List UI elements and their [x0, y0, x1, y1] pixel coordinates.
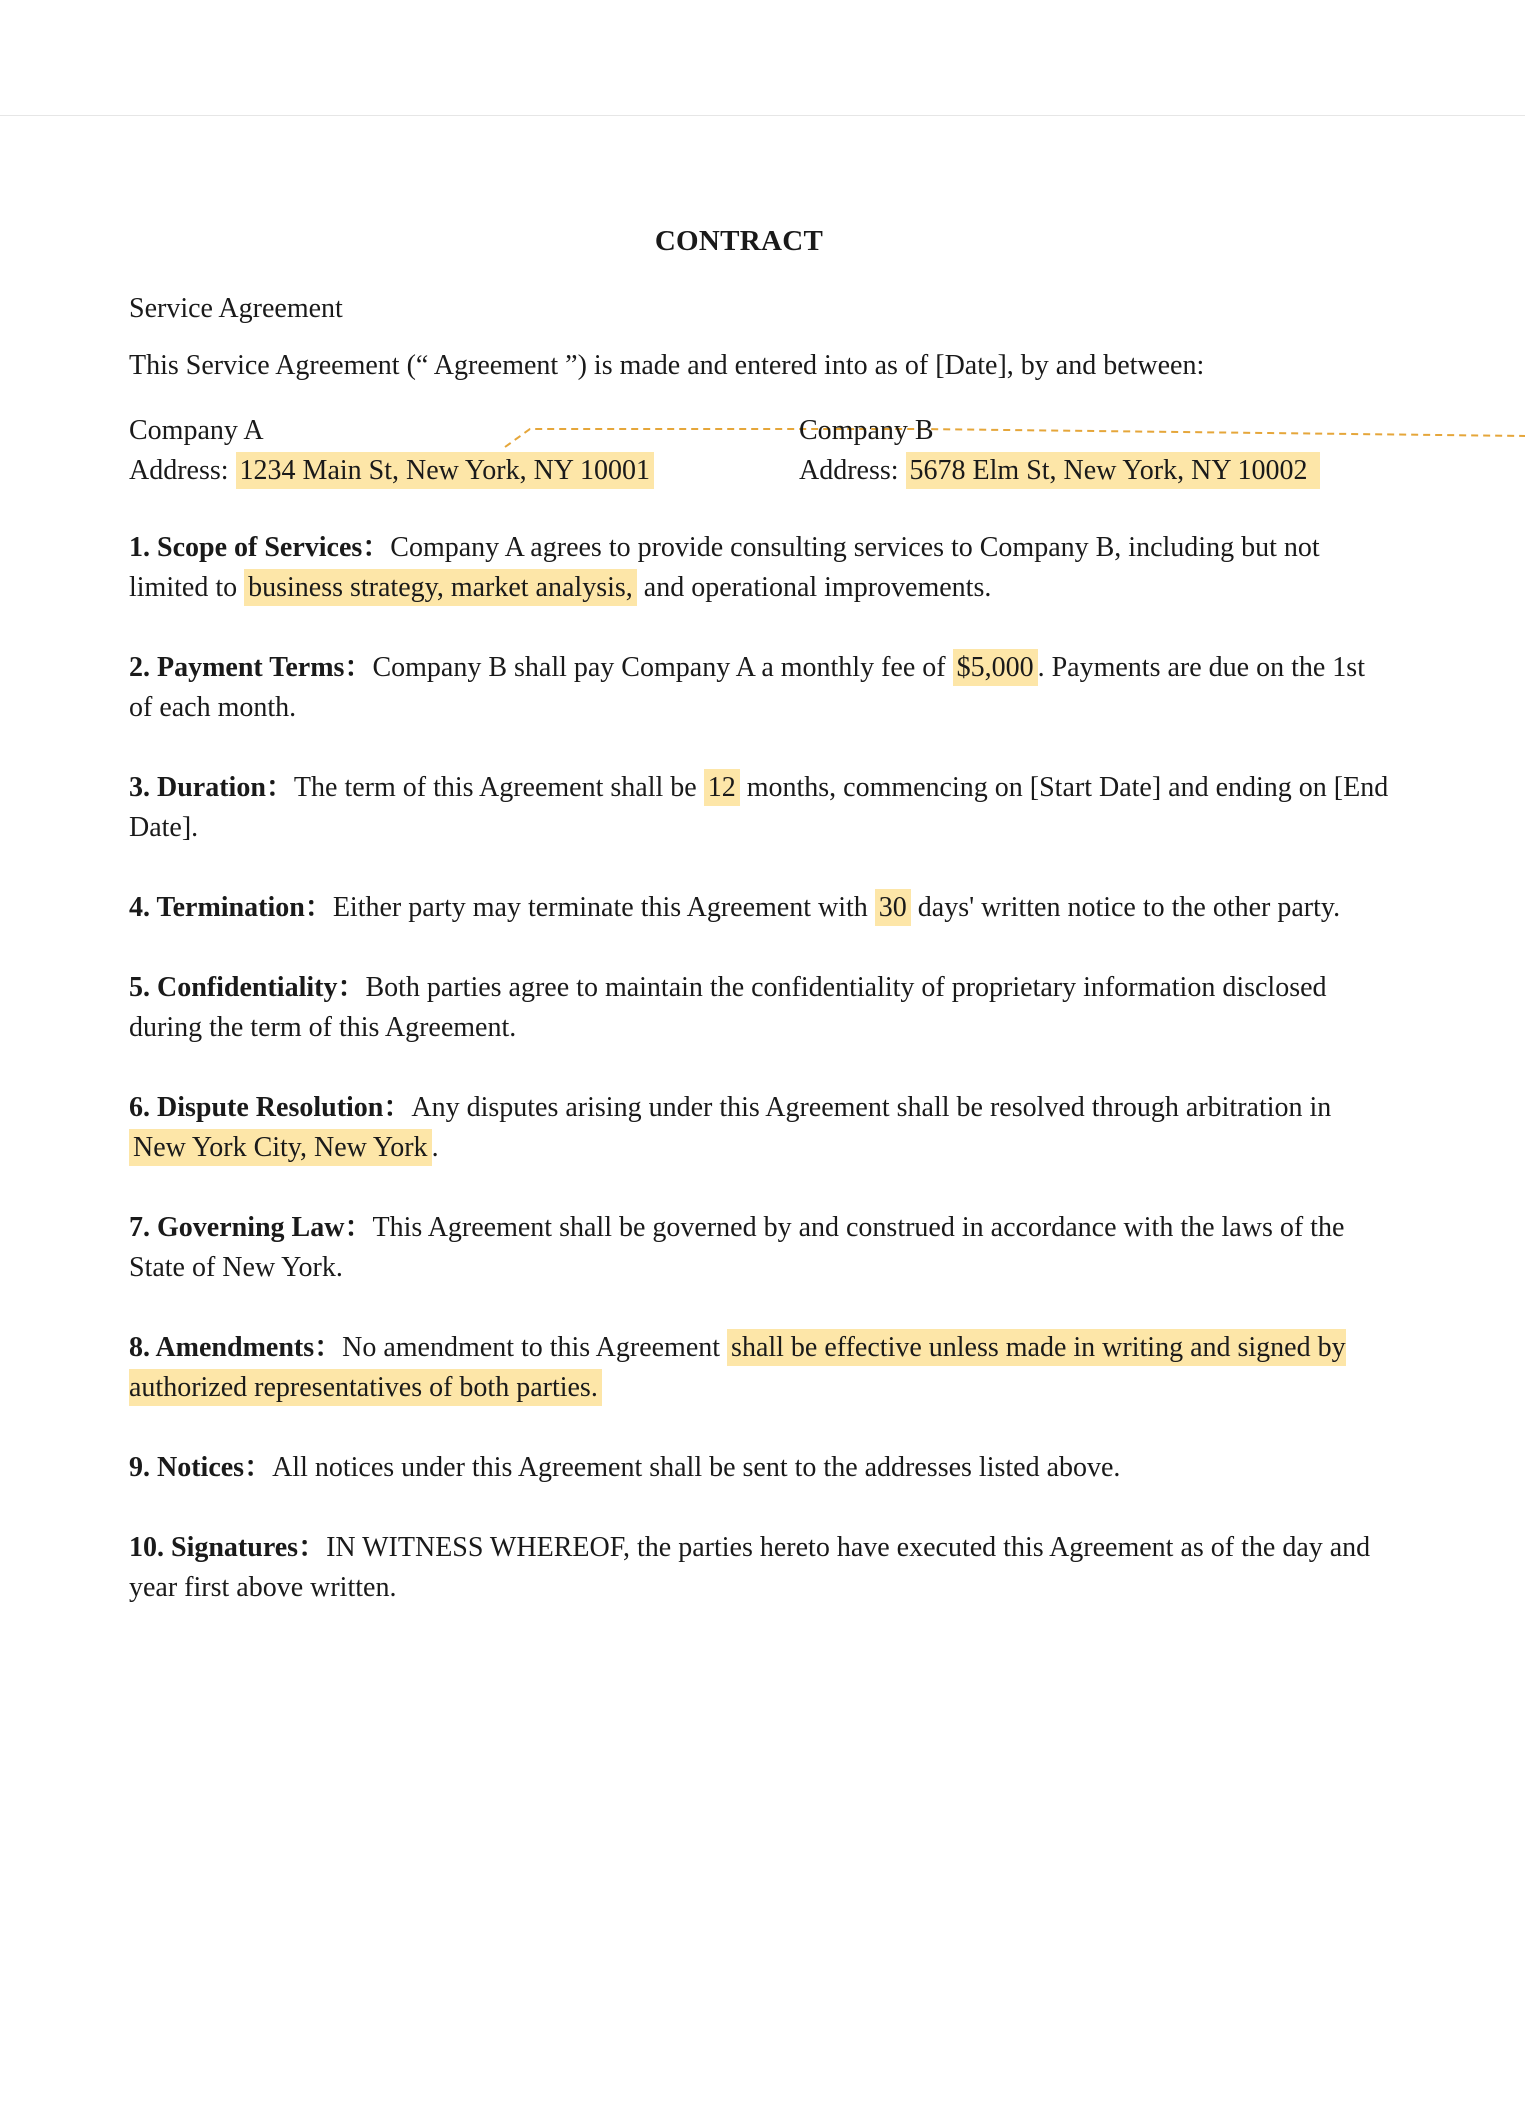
clause-heading: 3. Duration： [129, 772, 294, 803]
clause-text: Any disputes arising under this Agreement shall be resolved through arbitration in [411, 1092, 1332, 1123]
clause-text-end: days' written notice to the other party. [910, 892, 1341, 923]
party-b-address-row [799, 451, 1320, 491]
clause-heading: 8. Amendments： [129, 1332, 343, 1363]
clause-confidentiality [129, 968, 1394, 1048]
intro-paragraph: This Service Agreement (“ Agreement ”) is made and entered into as of [Date], by and between: [129, 350, 1205, 381]
clause-text-end: and operational improvements. [636, 572, 992, 603]
clause-text: All notices under this Agreement shall be sent to the addresses listed above. [272, 1452, 1121, 1483]
clause-highlight[interactable]: business strategy, market analysis, [244, 569, 637, 606]
clause-text-end: . Payments are due on the 1st of each month. [129, 652, 1365, 723]
clause-highlight[interactable]: New York City, New York [129, 1129, 432, 1166]
clause-heading: 10. Signatures： [129, 1532, 327, 1563]
party-a-address-row [129, 451, 654, 491]
clause-heading: 6. Dispute Resolution： [129, 1092, 412, 1123]
clause-text: The term of this Agreement shall be [293, 772, 704, 803]
party-a-address[interactable]: 1234 Main St, New York, NY 10001 [236, 452, 654, 489]
clause-text: Company A agrees to provide consulting services to Company B, including but not limited to [129, 532, 1320, 603]
clause-heading: 2. Payment Terms： [129, 652, 373, 683]
clause-highlight[interactable]: 30 [875, 889, 911, 926]
clause-governing-law [129, 1208, 1394, 1288]
clause-text: No amendment to this Agreement [342, 1332, 728, 1363]
party-a-block [129, 411, 654, 491]
clause-text-end: months, commencing on [Start Date] and ending on [End Date]. [129, 772, 1389, 843]
clause-amendments [129, 1328, 1394, 1408]
party-b-address-label: Address: [799, 455, 906, 486]
clause-heading: 9. Notices： [129, 1452, 273, 1483]
clause-signatures [129, 1528, 1394, 1608]
clause-highlight[interactable]: shall be effective unless made in writing and signed by authorized representatives of both parties. [129, 1329, 1346, 1406]
clause-dispute-resolution [129, 1088, 1394, 1168]
clause-text: Either party may terminate this Agreement with [332, 892, 875, 923]
party-b-name: Company B [799, 415, 934, 446]
clause-heading: 1. Scope of Services： [129, 532, 391, 563]
document-subtitle: Service Agreement [129, 293, 343, 324]
clause-termination [129, 888, 1394, 928]
clause-scope-of-services [129, 528, 1394, 608]
top-toolbar [0, 0, 1525, 116]
clause-payment-terms [129, 648, 1394, 728]
clause-heading: 5. Confidentiality： [129, 972, 366, 1003]
clause-notices [129, 1448, 1394, 1488]
clause-text: This Agreement shall be governed by and construed in accordance with the laws of the State of New York. [129, 1212, 1345, 1283]
clause-duration [129, 768, 1394, 848]
document-title: CONTRACT [654, 225, 824, 257]
clause-heading: 7. Governing Law： [129, 1212, 373, 1243]
clause-text: IN WITNESS WHEREOF, the parties hereto have executed this Agreement as of the day and year first above written. [129, 1532, 1371, 1603]
clause-highlight[interactable]: 12 [704, 769, 740, 806]
party-b-block [799, 411, 1320, 491]
party-a-name: Company A [129, 415, 264, 446]
party-a-address-label: Address: [129, 455, 236, 486]
clause-heading: 4. Termination： [129, 892, 333, 923]
clause-text-end: . [431, 1132, 439, 1163]
clause-text: Both parties agree to maintain the confidentiality of proprietary information disclosed during the term of this Agreement. [129, 972, 1327, 1043]
clause-highlight[interactable]: $5,000 [953, 649, 1038, 686]
party-b-address[interactable]: 5678 Elm St, New York, NY 10002 [906, 452, 1320, 489]
clause-text: Company B shall pay Company A a monthly fee of [372, 652, 953, 683]
